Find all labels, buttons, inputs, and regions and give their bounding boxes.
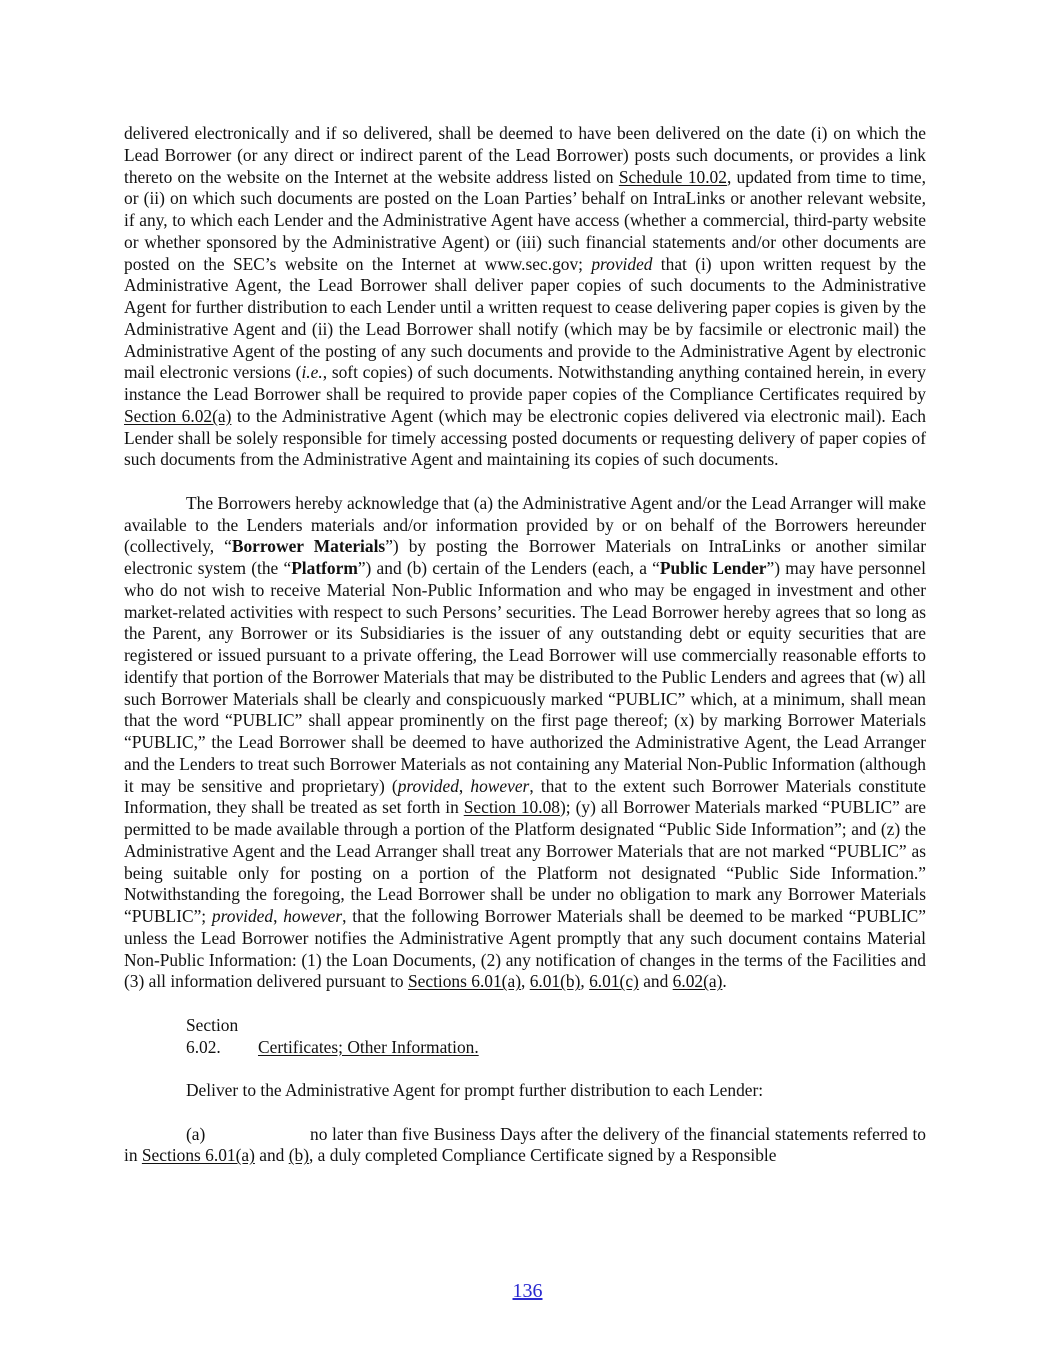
- link-section-6-02-a[interactable]: Section 6.02(a): [124, 405, 232, 426]
- page-number[interactable]: [0, 1280, 1055, 1303]
- text: , a duly completed Compliance Certificate signed by a Responsible: [308, 1145, 777, 1166]
- section-number: Section 6.02.: [186, 1014, 239, 1057]
- text: and: [254, 1145, 289, 1166]
- text: , that to the extent such Borrower Materials constitute Information, they shall be treated as set forth in: [124, 775, 927, 818]
- italic-provided: provided: [397, 775, 459, 796]
- paragraph-deliver: Deliver to the Administrative Agent for prompt further distribution to each Lender:: [186, 1080, 764, 1100]
- text: , updated from time to time, or (ii) on which such documents are posted on the Loan Parties’ behalf on IntraLinks or another relevant website, if any, to which each Lender and the Administrative Agent have access (whether a commercial, third-party website or whether sponsored by the Administrative Agent) or (iii) such financial statements and/or other documents are posted on the SEC’s website on the Internet at www.sec.gov;: [124, 166, 926, 274]
- bold-term-borrower-materials: Borrower Materials: [231, 536, 386, 557]
- text: , that the following Borrower Materials shall be deemed to be marked “PUBLIC” unless the Lead Borrower notifies the Administrative Agent promptly that any such document contains Material Non-Public Information: (1) the Loan Documents, (2) any notification of changes in the terms of the Facilities and (3) all information delivered pursuant to: [124, 906, 926, 992]
- link-section-10-08[interactable]: Section 10.08: [463, 797, 560, 818]
- spacer: [124, 1058, 926, 1080]
- text: , soft copies) of such documents. Notwithstanding anything contained herein, in every instance the Lead Borrower shall be required to provide paper copies of the Compliance Certificates required by: [124, 362, 926, 404]
- text: ,: [458, 775, 471, 796]
- spacer: [124, 1102, 926, 1124]
- link-sections-6-01-a[interactable]: Sections 6.01(a): [141, 1145, 255, 1166]
- text: no later than five Business Days after the delivery of the financial statements referred to in: [124, 1123, 926, 1166]
- text: to the Administrative Agent (which may be electronic copies delivered via electronic mail). Each Lender shall be solely responsible for timely accessing posted documents or requesting delivery of paper copies of such documents from the Administrative Agent and maintaining its copies of such documents.: [124, 405, 926, 470]
- text: .: [722, 971, 727, 992]
- link-schedule-10-02[interactable]: Schedule 10.02: [618, 166, 727, 187]
- italic-provided: provided: [591, 253, 653, 274]
- section-heading: [124, 1015, 926, 1059]
- text: and: [638, 971, 673, 992]
- document-page: [124, 123, 926, 1167]
- link-6-02-a[interactable]: 6.02(a): [672, 971, 723, 992]
- italic-provided: provided: [211, 906, 274, 926]
- italic-however: however: [283, 906, 343, 926]
- italic-however: however: [470, 775, 530, 796]
- text: ,: [520, 971, 530, 992]
- spacer: [124, 993, 926, 1015]
- text: ,: [580, 971, 590, 992]
- bold-term-platform: Platform: [291, 558, 358, 578]
- text: delivered electronically and if so delivered, shall be deemed to have been delivered on the date (i) on which the Lead Borrower (or any direct or indirect parent of the Lead Borrower) posts such documents, or provides a link thereto on the website on the Internet at the website address listed on: [124, 123, 926, 187]
- link-6-01-c[interactable]: 6.01(c): [589, 971, 639, 992]
- text: ); (y) all Borrower Materials marked “PUBLIC” are permitted to be made available through a portion of the Platform designated “Public Side Information”; and (z) the Administrative Agent and the Lead Arranger shall treat any Borrower Materials that are not marked “PUBLIC” as being suitable only for posting on a portion of the Platform not designated “Public Side Information.” Notwithstanding the foregoing, the Lead Borrower shall be under no obligation to mark any Borrower Materials “PUBLIC”;: [124, 797, 926, 926]
- list-item-a: [124, 1124, 926, 1168]
- link-b[interactable]: (b): [288, 1145, 309, 1166]
- link-6-01-b[interactable]: 6.01(b): [529, 971, 581, 992]
- italic-ie: i.e.: [301, 362, 323, 383]
- link-sections-6-01-a[interactable]: Sections 6.01(a): [407, 971, 521, 992]
- text: ,: [273, 906, 284, 926]
- page-number-link[interactable]: 136: [512, 1280, 543, 1302]
- section-title: Certificates; Other Information.: [258, 1036, 479, 1057]
- text: ”) may have personnel who do not wish to receive Material Non-Public Information and who may be engaged in investment and other market-related activities with respect to such Persons’ securities. The Lead Borrower hereby agrees that so long as the Parent, any Borrower or its Subsidiaries is the issuer of any outstanding debt or equity securities that are registered or issued pursuant to a private offering, the Lead Borrower will use commercially reasonable efforts to identify that portion of the Borrower Materials that may be distributed to the Public Lenders and agrees that (w) all such Borrower Materials shall be clearly and conspicuously marked “PUBLIC” which, at a minimum, shall mean that the word “PUBLIC” shall appear prominently on the first page thereof; (x) by marking Borrower Materials “PUBLIC,” the Lead Borrower shall be deemed to have authorized the Administrative Agent, the Lead Arranger and the Lenders to treat such Borrower Materials as not containing any Material Non-Public Information (although it may be sensitive and proprietary) (: [124, 558, 926, 796]
- text: ”) and (b) certain of the Lenders (each, a “: [357, 558, 660, 578]
- bold-term-public-lender: Public Lender: [659, 558, 767, 578]
- text: The Borrowers hereby acknowledge that (a) the Administrative Agent and/or the Lead Arranger will make available to the Lenders materials and/or information provided by or on behalf of the Borrowers hereunder (collectively, “: [124, 492, 926, 557]
- item-label: (a): [186, 1123, 206, 1144]
- paragraph-electronic-delivery: [124, 123, 926, 471]
- text: ”) by posting the Borrower Materials on IntraLinks or another similar electronic system (the “: [124, 536, 926, 578]
- spacer: [124, 471, 926, 493]
- paragraph-borrower-materials: [124, 493, 926, 993]
- text: that (i) upon written request by the Administrative Agent, the Lead Borrower shall deliver paper copies of such documents to the Administrative Agent for further distribution to each Lender until a written request to cease delivering paper copies is given by the Administrative Agent and (ii) the Lead Borrower shall notify (which may be by facsimile or electronic mail) the Administrative Agent of the posting of any such documents and provide to the Administrative Agent by electronic mail electronic versions (: [124, 253, 926, 383]
